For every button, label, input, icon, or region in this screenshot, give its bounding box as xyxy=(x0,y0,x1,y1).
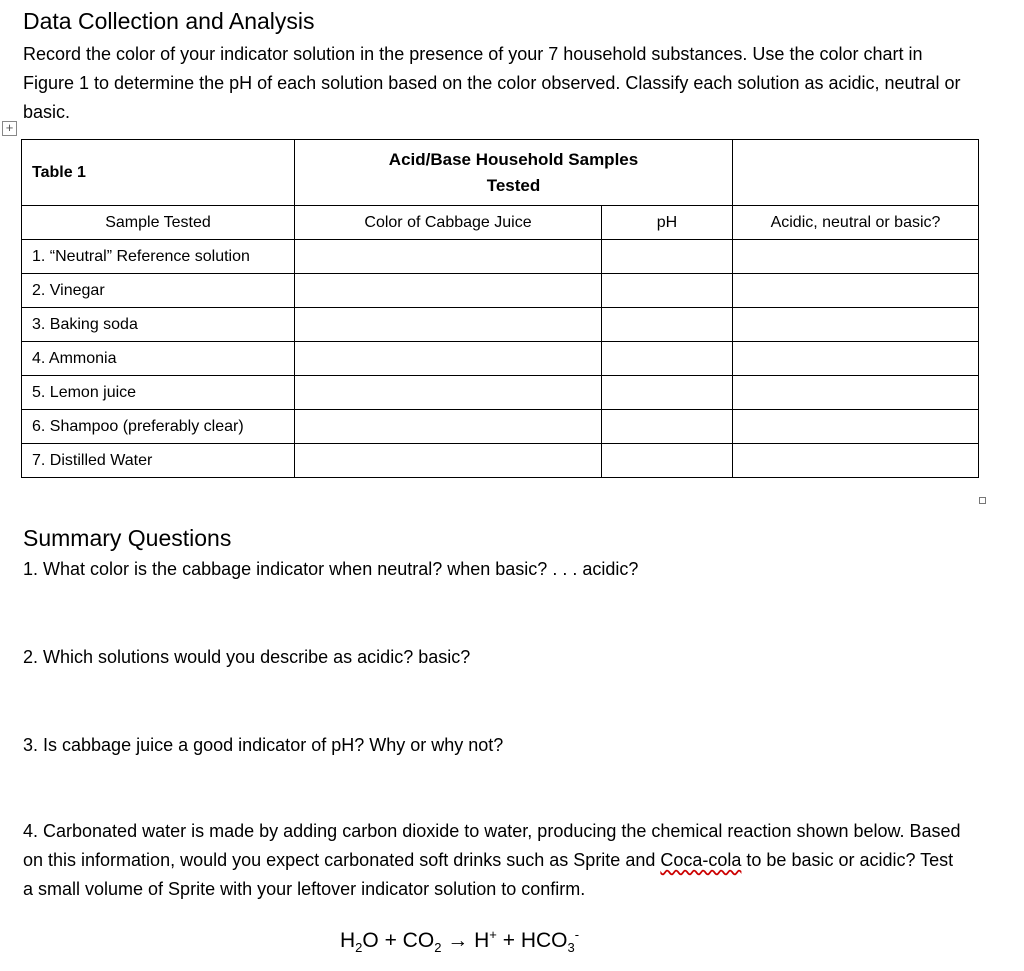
classification-cell[interactable] xyxy=(733,410,979,444)
classification-cell[interactable] xyxy=(733,274,979,308)
table-row xyxy=(22,376,979,410)
table-caption-line1: Acid/Base Household Samples xyxy=(388,149,639,169)
classification-cell[interactable] xyxy=(733,376,979,410)
color-cell[interactable] xyxy=(295,444,602,478)
page-title: Data Collection and Analysis xyxy=(23,8,315,34)
classification-cell[interactable] xyxy=(733,342,979,376)
eq-sup: + xyxy=(489,927,497,942)
table-caption-empty-cell[interactable] xyxy=(733,140,979,206)
ph-cell[interactable] xyxy=(602,308,733,342)
table-caption-row xyxy=(22,140,979,206)
sample-name: 2. Vinegar xyxy=(22,274,295,308)
sample-name: 6. Shampoo (preferably clear) xyxy=(22,410,295,444)
table-caption-line2: Tested xyxy=(486,175,541,195)
table-move-handle-icon[interactable]: + xyxy=(2,121,17,136)
table-caption xyxy=(295,140,733,206)
color-cell[interactable] xyxy=(295,376,602,410)
header-classification: Acidic, neutral or basic? xyxy=(733,206,979,240)
ph-cell[interactable] xyxy=(602,444,733,478)
color-cell[interactable] xyxy=(295,308,602,342)
table-row xyxy=(22,444,979,478)
ph-cell[interactable] xyxy=(602,274,733,308)
sample-name: 3. Baking soda xyxy=(22,308,295,342)
eq-sub: 3 xyxy=(567,940,575,956)
eq-hco: + HCO xyxy=(502,929,568,952)
eq-sub: 2 xyxy=(434,940,442,956)
question-4 xyxy=(23,817,963,904)
spellcheck-flagged-word[interactable]: Coca-cola xyxy=(660,850,742,870)
question-1: 1. What color is the cabbage indicator when neutral? when basic? . . . acidic? xyxy=(23,559,639,579)
ph-cell[interactable] xyxy=(602,410,733,444)
header-ph: pH xyxy=(602,206,733,240)
table-resize-handle-icon[interactable] xyxy=(979,497,986,504)
ph-cell[interactable] xyxy=(602,376,733,410)
eq-sub: 2 xyxy=(355,940,363,956)
table-row xyxy=(22,342,979,376)
header-sample-tested: Sample Tested xyxy=(22,206,295,240)
sample-name: 1. “Neutral” Reference solution xyxy=(22,240,295,274)
sample-name: 7. Distilled Water xyxy=(22,444,295,478)
ph-cell[interactable] xyxy=(602,342,733,376)
table-row xyxy=(22,308,979,342)
samples-table xyxy=(21,139,979,478)
color-cell[interactable] xyxy=(295,410,602,444)
question-4-text-a: 4. Carbonated water is made by adding carbon dioxide to water, producing the chemical reaction shown below. Based on this information, would you expect carbonated soft drinks such as Sprite and xyxy=(23,821,961,870)
table-label: Table 1 xyxy=(22,140,295,206)
color-cell[interactable] xyxy=(295,342,602,376)
sample-name: 4. Ammonia xyxy=(22,342,295,376)
summary-heading: Summary Questions xyxy=(23,525,232,551)
instructions-paragraph: Record the color of your indicator solution in the presence of your 7 household substances. Use the color chart in Figure 1 to determine the pH of each solution based on the color observed. Classify each solution as acidic, neutral or basic. xyxy=(23,44,961,122)
header-color: Color of Cabbage Juice xyxy=(295,206,602,240)
ph-cell[interactable] xyxy=(602,240,733,274)
chemical-equation xyxy=(340,918,579,965)
question-2: 2. Which solutions would you describe as acidic? basic? xyxy=(23,647,471,667)
color-cell[interactable] xyxy=(295,274,602,308)
arrow-icon: → xyxy=(447,929,469,952)
classification-cell[interactable] xyxy=(733,308,979,342)
eq-sup: - xyxy=(574,927,580,942)
eq-h-ion: H xyxy=(474,929,490,952)
table-row xyxy=(22,410,979,444)
classification-cell[interactable] xyxy=(733,240,979,274)
classification-cell[interactable] xyxy=(733,444,979,478)
table-row xyxy=(22,274,979,308)
question-3: 3. Is cabbage juice a good indicator of pH? Why or why not? xyxy=(23,735,504,755)
eq-h: H xyxy=(340,929,356,952)
table-row xyxy=(22,240,979,274)
eq-o-co: O + CO xyxy=(362,929,435,952)
sample-name: 5. Lemon juice xyxy=(22,376,295,410)
table-header-row xyxy=(22,206,979,240)
question-4-text-b: to be basic or acidic? Test a small volume of Sprite with your leftover indicator solution to confirm. xyxy=(23,850,954,899)
color-cell[interactable] xyxy=(295,240,602,274)
